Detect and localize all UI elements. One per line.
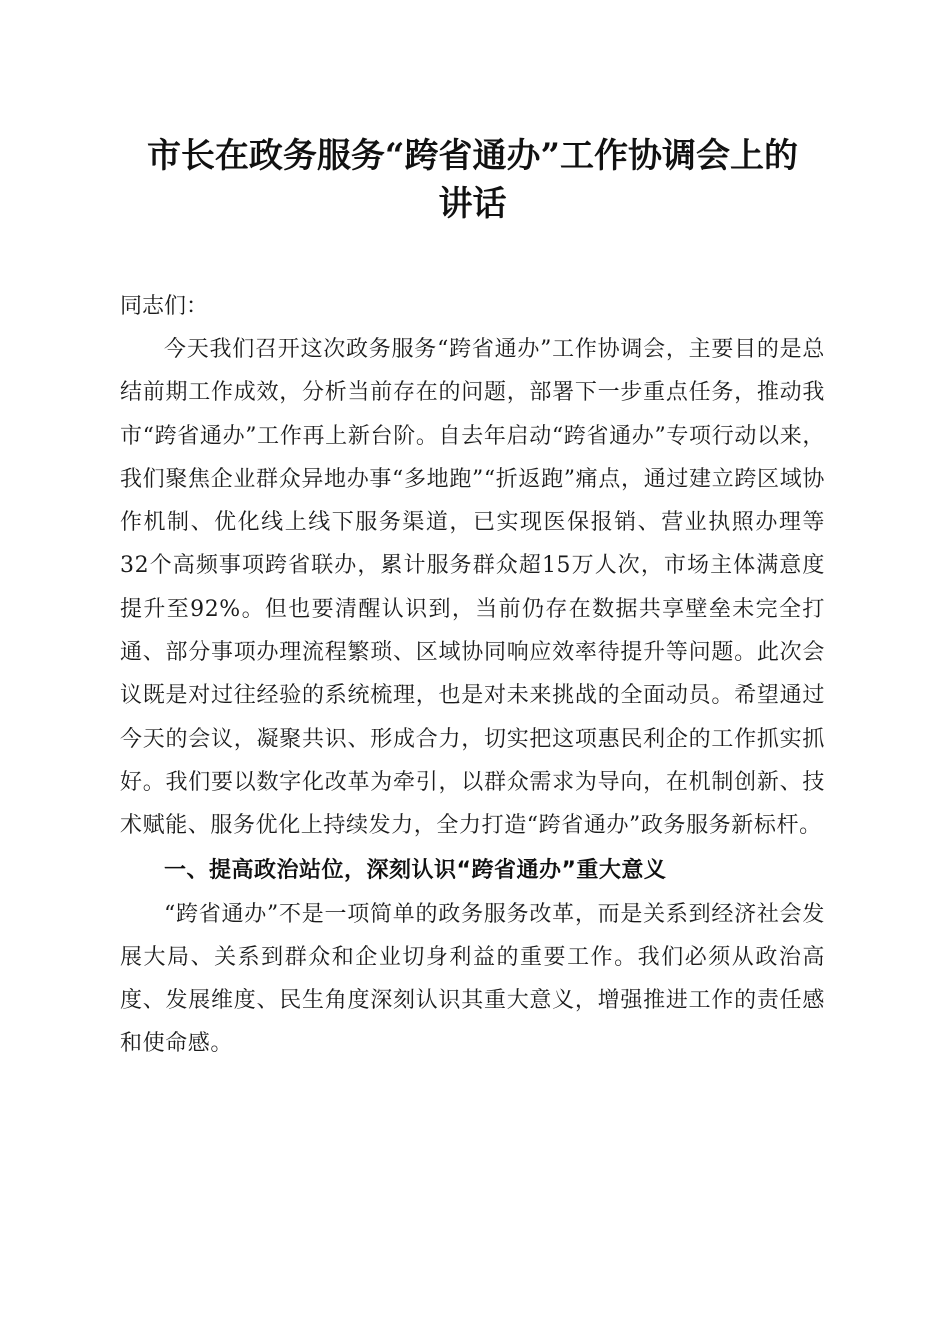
section-heading-1: 一、提高政治站位，深刻认识“跨省通办”重大意义: [164, 857, 667, 883]
salutation: 同志们：: [120, 294, 209, 319]
title-line-1: 市长在政务服务“跨省通办”工作协调会上的: [146, 136, 799, 176]
title-line-2: 讲话: [438, 184, 507, 224]
document-title: [120, 132, 825, 228]
section-1-paragraph: “跨省通办”不是一项简单的政务服务改革，而是关系到经济社会发展大局、关系到群众和企业切身利益的重要工作。我们必须从政治高度、发展维度、民生角度深刻认识其重大意义，增强推进工作的责任感和使命感。: [120, 901, 825, 1057]
intro-paragraph: 今天我们召开这次政务服务“跨省通办”工作协调会，主要目的是总结前期工作成效，分析当前存在的问题，部署下一步重点任务，推动我市“跨省通办”工作再上新台阶。自去年启动“跨省通办”专项行动以来，我们聚焦企业群众异地办事“多地跑”“折返跑”痛点，通过建立跨区域协作机制、优化线上线下服务渠道，已实现医保报销、营业执照办理等32个高频事项跨省联办，累计服务群众超15万人次，市场主体满意度提升至92%。但也要清醒认识到，当前仍存在数据共享壁垒未完全打通、部分事项办理流程繁琐、区域协同响应效率待提升等问题。此次会议既是对过往经验的系统梳理，也是对未来挑战的全面动员。希望通过今天的会议，凝聚共识、形成合力，切实把这项惠民利企的工作抓实抓好。我们要以数字化改革为牵引，以群众需求为导向，在机制创新、技术赋能、服务优化上持续发力，全力打造“跨省通办”政务服务新标杆。: [120, 337, 825, 839]
document-page: [120, 132, 825, 1066]
